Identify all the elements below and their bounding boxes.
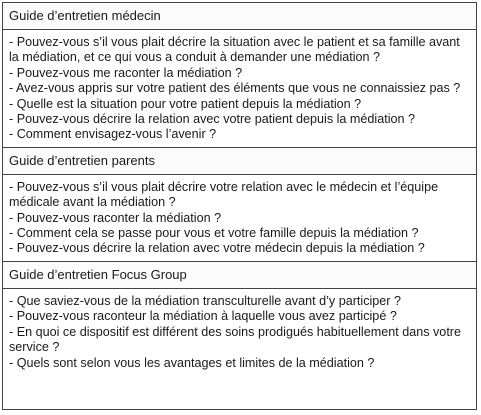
question-item: - Pouvez-vous me raconter la médiation ?	[9, 65, 243, 80]
section-title-focus-group: Guide d’entretien Focus Group	[3, 262, 476, 289]
question-item: - Comment envisagez-vous l’avenir ?	[9, 127, 217, 142]
question-item: - Pouvez-vous décrire la relation avec votre médecin depuis la médiation ?	[9, 241, 425, 256]
question-item: - Quels sont selon vous les avantages et limites de la médiation ?	[9, 355, 375, 370]
question-item: - Quelle est la situation pour votre patient depuis la médiation ?	[9, 96, 362, 111]
question-item: - En quoi ce dispositif est différent des soins prodigués habituellement dans votre service ?	[9, 324, 462, 355]
question-item: - Avez-vous appris sur votre patient des éléments que vous ne connaissiez pas ?	[9, 81, 461, 96]
question-item: - Pouvez-vous raconter la médiation ?	[9, 210, 222, 225]
question-item: - Pouvez-vous raconteur la médiation à laquelle vous avez participé ?	[9, 309, 397, 324]
section-title-parents: Guide d’entretien parents	[3, 148, 476, 175]
section-questions-parents	[3, 175, 476, 262]
question-item: - Pouvez-vous s’il vous plait décrire votre relation avec le médecin et l’équipe médicale avant la médiation ?	[9, 179, 439, 210]
section-questions-focus-group	[3, 289, 476, 375]
question-item: - Que saviez-vous de la médiation transculturelle avant d’y participer ?	[9, 293, 401, 308]
section-questions-medecin	[3, 30, 476, 148]
question-item: - Pouvez-vous s’il vous plait décrire la situation avec le patient et sa famille avant la médiation, et ce qui vous a conduit à demander une médiation ?	[9, 35, 460, 65]
question-item: - Pouvez-vous décrire la relation avec votre patient depuis la médiation ?	[9, 112, 416, 127]
interview-guide-table	[2, 2, 477, 410]
question-item: - Comment cela se passe pour vous et votre famille depuis la médiation ?	[9, 226, 419, 241]
section-title-medecin: Guide d’entretien médecin	[3, 3, 476, 30]
